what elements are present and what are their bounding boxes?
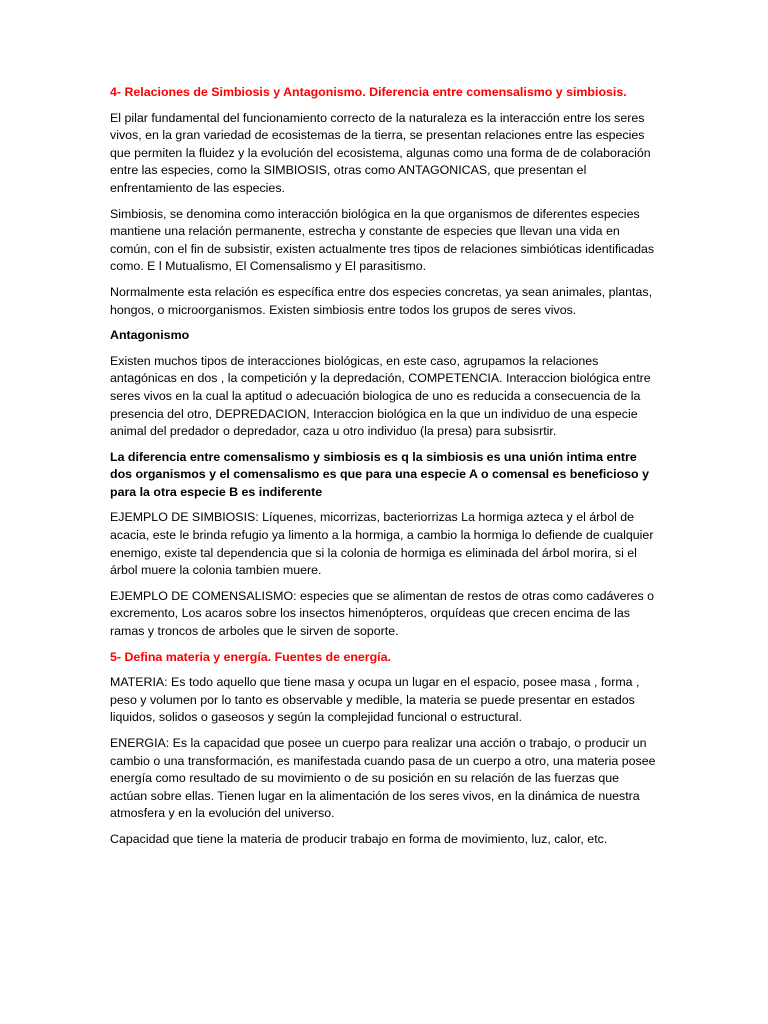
paragraph-ejemplo-simbiosis: EJEMPLO DE SIMBIOSIS: Líquenes, micorrizas, bacteriorrizas La hormiga azteca y el árbol de acacia, este le brinda refugio ya limento a la hormiga, a cambio la hormiga lo defiende de cualquier enemigo, existe tal dependencia que si la colonia de hormiga es eliminada del árbol morira, si el árbol muere la colonia tambien muere. [110,510,654,578]
subheading-antagonismo: Antagonismo [110,328,190,343]
paragraph-simbiosis-definition: Simbiosis, se denomina como interacción biológica en la que organismos de diferentes especies mantiene una relación permanente, estrecha y constante de especies que llevan una vida en común, con el fin de subsistir, existen actualmente tres tipos de relaciones simbióticas identificadas como. E l Mutualismo, El Comensalismo y El parasitismo. [110,206,655,274]
paragraph-energia: ENERGIA: Es la capacidad que posee un cuerpo para realizar una acción o trabajo, o producir un cambio o una transformación, es manifestada cuando pasa de un cuerpo a otro, una materia posee energía como resultado de su movimiento o de su posición en su relación de las fuerzas que actúan sobre ellas. Tienen lugar en la alimentación de los seres vivos, en la dinámica de nuestra atmosfera y en la evolución del universo. [110,736,656,821]
paragraph-materia: MATERIA: Es todo aquello que tiene masa y ocupa un lugar en el espacio, posee masa , forma , peso y volumen por lo tanto es observable y medible, la materia se puede presentar en estados liquidos, solidos o gaseosos y según la complejidad funcional o estructural. [110,675,640,725]
paragraph-antagonismo: Existen muchos tipos de interacciones biológicas, en este caso, agrupamos la relaciones antagónicas en dos , la competición y la depredación, COMPETENCIA. Interaccion biológica entre seres vivos en la cual la aptitud o adecuación biologica de uno es reducida a consecuencia de la presencia del otro, DEPREDACION, Interaccion biológica en la que un individuo de una especie animal del predador o depredador, caza u otro individuo (la presa) para subsisrtir. [110,353,651,439]
section-heading-4: 4- Relaciones de Simbiosis y Antagonismo. Diferencia entre comensalismo y simbiosis. [110,85,627,99]
paragraph-pilar-fundamental: El pilar fundamental del funcionamiento correcto de la naturaleza es la interacción entre los seres vivos, en la gran variedad de ecosistemas de la tierra, se presentan relaciones entre las especies que permiten la fluidez y la evolución del ecosistema, algunas como una forma de de colaboración entre las especies, como la SIMBIOSIS, otras como ANTAGONICAS, que presentan el enfrentamiento de las especies. [110,110,651,195]
paragraph-relacion-especifica: Normalmente esta relación es específica entre dos especies concretas, ya sean animales, plantas, hongos, o microorganismos. Existen simbiosis entre todos los grupos de seres vivos. [110,284,653,317]
paragraph-capacidad: Capacidad que tiene la materia de producir trabajo en forma de movimiento, luz, calor, etc. [110,831,608,846]
section-heading-5: 5- Defina materia y energía. Fuentes de energía. [110,649,391,664]
document-page [110,84,658,857]
paragraph-ejemplo-comensalismo: EJEMPLO DE COMENSALISMO: especies que se alimentan de restos de otras como cadáveres o excremento, Los acaros sobre los insectos himenópteros, orquídeas que crecen encima de las ramas y troncos de arboles que le sirven de soporte. [110,588,655,639]
paragraph-diferencia: La diferencia entre comensalismo y simbiosis es q la simbiosis es una unión intima entre dos organismos y el comensalismo es que para una especie A o comensal es beneficioso y para la otra especie B es indiferente [110,449,649,499]
